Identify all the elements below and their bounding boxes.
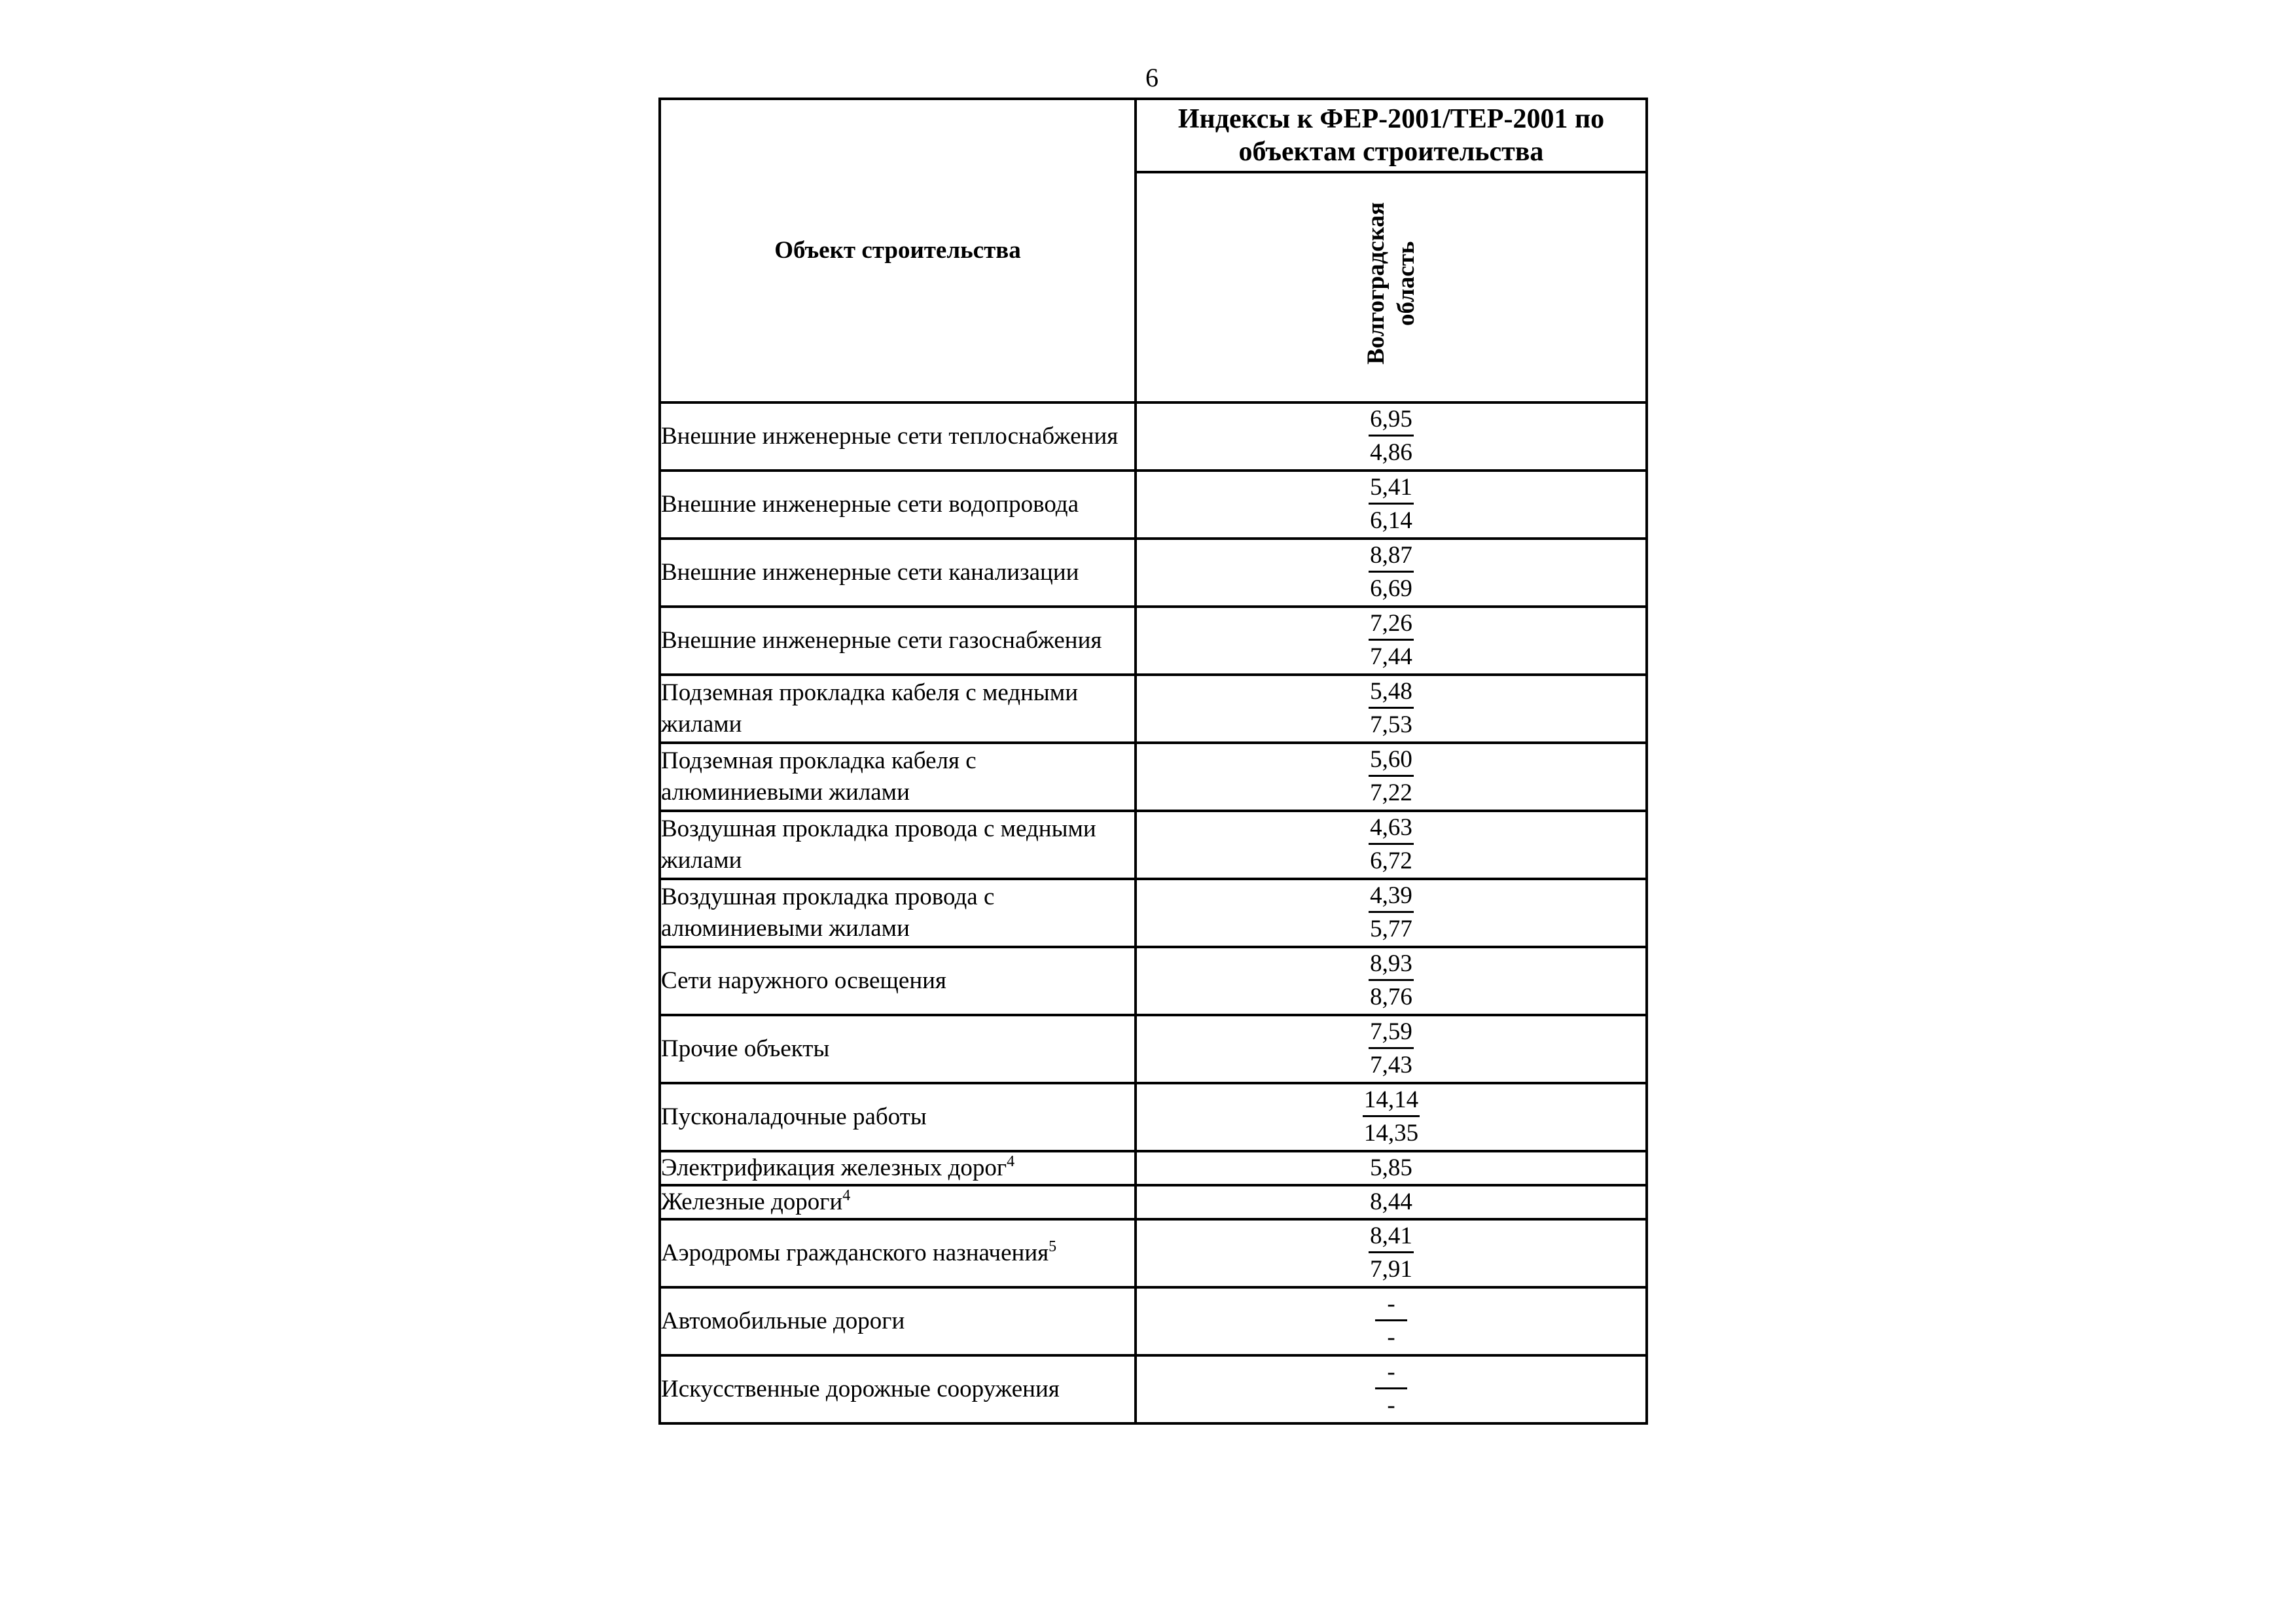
index-fraction <box>1369 677 1414 741</box>
object-name: Электрификация железных дорог <box>661 1154 1007 1181</box>
object-name-cell <box>660 607 1136 675</box>
index-value-cell <box>1136 1355 1647 1423</box>
index-numerator: 6,95 <box>1369 404 1414 437</box>
object-name: Аэродромы гражданского назначения <box>661 1240 1049 1266</box>
index-denominator: 7,53 <box>1370 711 1412 738</box>
page-number: 6 <box>1145 63 1158 92</box>
header-object-label: Объект строительства <box>774 237 1021 264</box>
index-fraction <box>1375 1289 1407 1354</box>
index-fraction <box>1369 813 1414 878</box>
object-name-cell <box>660 1015 1136 1083</box>
object-name: Железные дороги <box>661 1188 843 1215</box>
object-name-cell <box>660 743 1136 811</box>
index-value-cell <box>1136 1151 1647 1185</box>
object-name: Подземная прокладка кабеля с алюминиевыми жилами <box>661 747 977 806</box>
table-row <box>660 811 1647 879</box>
header-index-group <box>1136 99 1647 172</box>
index-fraction <box>1369 949 1414 1014</box>
index-denominator: 7,91 <box>1370 1255 1412 1283</box>
object-name-cell <box>660 1151 1136 1185</box>
index-fraction <box>1369 404 1414 469</box>
object-name-cell <box>660 1219 1136 1287</box>
object-name: Внешние инженерные сети водопровода <box>661 491 1079 518</box>
table-row <box>660 1083 1647 1151</box>
index-denominator: 7,44 <box>1370 643 1412 670</box>
object-name-cell <box>660 402 1136 471</box>
index-numerator: 5,41 <box>1369 473 1414 505</box>
index-value-cell <box>1136 1219 1647 1287</box>
index-numerator: 5,48 <box>1369 677 1414 709</box>
index-value-cell <box>1136 539 1647 607</box>
object-name-cell <box>660 471 1136 539</box>
index-fraction <box>1369 1221 1414 1286</box>
footnote-marker: 5 <box>1049 1238 1057 1255</box>
index-value-cell <box>1136 947 1647 1015</box>
table-row <box>660 947 1647 1015</box>
index-numerator: 8,87 <box>1369 541 1414 573</box>
object-name: Внешние инженерные сети газоснабжения <box>661 627 1102 654</box>
object-name-cell <box>660 539 1136 607</box>
index-denominator: 6,14 <box>1370 507 1412 534</box>
table-row <box>660 471 1647 539</box>
table-row <box>660 539 1647 607</box>
table-row <box>660 1185 1647 1219</box>
index-numerator: 7,59 <box>1369 1017 1414 1049</box>
index-numerator: 5,60 <box>1369 745 1414 777</box>
table-row <box>660 1151 1647 1185</box>
index-value-cell <box>1136 607 1647 675</box>
index-value-cell <box>1136 1185 1647 1219</box>
index-value: 8,44 <box>1370 1188 1412 1215</box>
object-name-cell <box>660 1355 1136 1423</box>
object-name-cell <box>660 947 1136 1015</box>
index-denominator: 8,76 <box>1370 983 1412 1010</box>
table-row <box>660 1015 1647 1083</box>
object-name: Искусственные дорожные сооружения <box>661 1376 1060 1402</box>
index-value-cell <box>1136 1015 1647 1083</box>
object-name-cell <box>660 879 1136 947</box>
index-value-cell <box>1136 471 1647 539</box>
index-value-cell <box>1136 811 1647 879</box>
object-name-cell <box>660 1287 1136 1355</box>
object-name: Пусконаладочные работы <box>661 1103 927 1130</box>
table-row <box>660 607 1647 675</box>
index-table <box>658 98 1648 1425</box>
index-fraction <box>1369 881 1414 946</box>
index-fraction <box>1363 1085 1420 1150</box>
index-numerator: 8,41 <box>1369 1221 1414 1253</box>
index-denominator: - <box>1387 1323 1395 1351</box>
index-denominator: 5,77 <box>1370 915 1412 942</box>
table-header-row <box>660 99 1647 172</box>
header-object <box>660 99 1136 402</box>
index-fraction <box>1375 1357 1407 1422</box>
header-index-group-label: Индексы к ФЕР-2001/ТЕР-2001 по объектам строительства <box>1177 104 1605 167</box>
index-numerator: - <box>1375 1289 1407 1321</box>
table-row <box>660 675 1647 743</box>
index-value-cell <box>1136 675 1647 743</box>
header-region <box>1136 172 1647 402</box>
footnote-marker: 4 <box>1007 1153 1015 1170</box>
object-name-cell <box>660 811 1136 879</box>
index-denominator: 7,43 <box>1370 1051 1412 1079</box>
object-name: Воздушная прокладка провода с алюминиевыми жилами <box>661 883 995 942</box>
footnote-marker: 4 <box>842 1187 851 1204</box>
index-fraction <box>1369 609 1414 673</box>
index-denominator: 7,22 <box>1370 779 1412 806</box>
table-row <box>660 879 1647 947</box>
index-numerator: 4,39 <box>1369 881 1414 913</box>
table-row <box>660 402 1647 471</box>
index-fraction <box>1369 745 1414 810</box>
index-numerator: 4,63 <box>1369 813 1414 845</box>
object-name: Сети наружного освещения <box>661 967 946 994</box>
index-denominator: 6,69 <box>1370 575 1412 602</box>
table-row <box>660 1287 1647 1355</box>
object-name: Внешние инженерные сети теплоснабжения <box>661 423 1119 450</box>
object-name-cell <box>660 675 1136 743</box>
index-numerator: 14,14 <box>1363 1085 1420 1117</box>
header-region-label: Волгоградская область <box>1362 202 1420 365</box>
index-denominator: 14,35 <box>1363 1119 1419 1147</box>
object-name: Автомобильные дороги <box>661 1308 905 1334</box>
object-name-cell <box>660 1083 1136 1151</box>
index-value-cell <box>1136 402 1647 471</box>
index-numerator: 8,93 <box>1369 949 1414 981</box>
index-numerator: 7,26 <box>1369 609 1414 641</box>
index-fraction <box>1369 1017 1414 1082</box>
table-body <box>660 402 1647 1423</box>
index-denominator: 4,86 <box>1370 438 1412 466</box>
index-value: 5,85 <box>1370 1154 1412 1181</box>
index-denominator: 6,72 <box>1370 847 1412 874</box>
object-name-cell <box>660 1185 1136 1219</box>
index-numerator: - <box>1375 1357 1407 1389</box>
table-row <box>660 743 1647 811</box>
index-value-cell <box>1136 879 1647 947</box>
index-value-cell <box>1136 1287 1647 1355</box>
table-row <box>660 1219 1647 1287</box>
object-name: Воздушная прокладка провода с медными жилами <box>661 815 1096 874</box>
index-fraction <box>1369 541 1414 605</box>
index-fraction <box>1369 473 1414 537</box>
index-denominator: - <box>1387 1391 1395 1419</box>
index-value-cell <box>1136 1083 1647 1151</box>
object-name: Подземная прокладка кабеля с медными жилами <box>661 679 1079 738</box>
object-name: Внешние инженерные сети канализации <box>661 559 1079 586</box>
index-value-cell <box>1136 743 1647 811</box>
table-row <box>660 1355 1647 1423</box>
object-name: Прочие объекты <box>661 1035 830 1062</box>
